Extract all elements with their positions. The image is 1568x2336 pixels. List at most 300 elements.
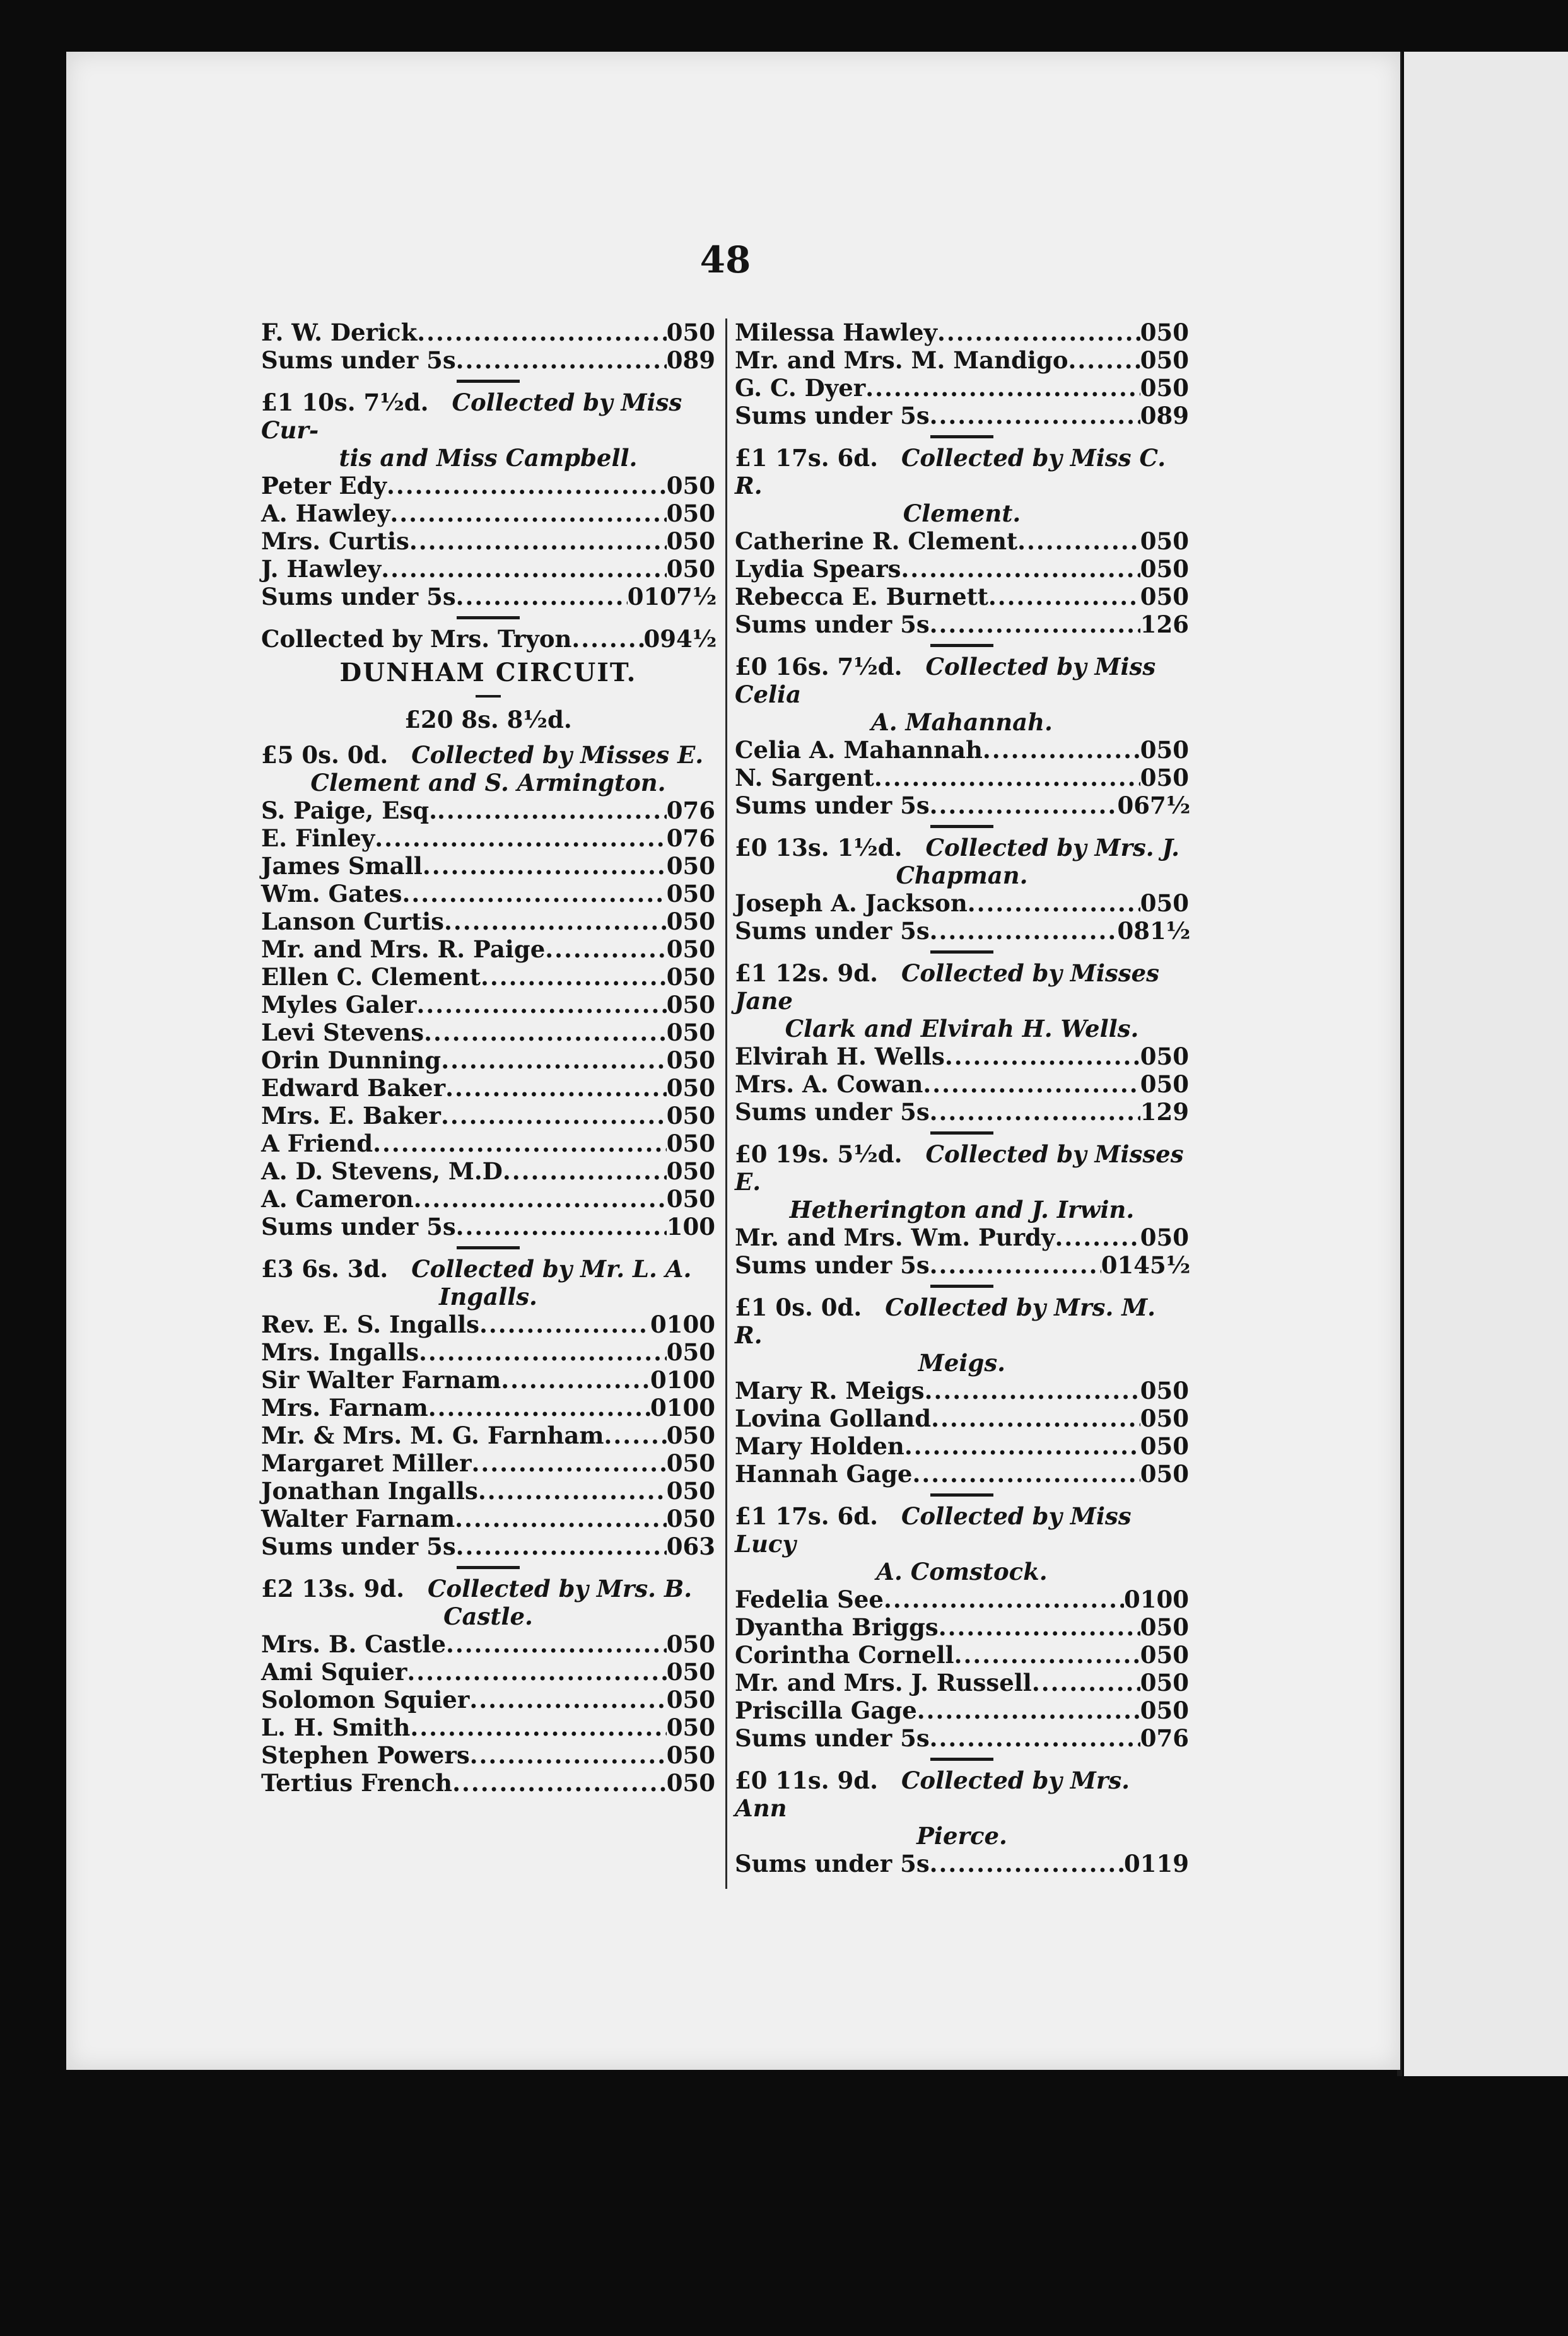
amount-pounds: 0 <box>666 963 683 991</box>
amount-shillings: 10 <box>1140 1586 1173 1613</box>
collection-total: £1 10s. 7½d. <box>261 388 429 416</box>
contributor-name: Orin Dunning <box>261 1046 442 1074</box>
amount-pence: 0 <box>699 1046 715 1074</box>
amount-shillings: 5 <box>1156 555 1173 583</box>
amount-pence: 0 <box>699 1394 715 1422</box>
leader-dots <box>604 1422 667 1449</box>
amount-shillings: 11 <box>1140 1850 1173 1878</box>
amount-pounds: 0 <box>1140 1042 1157 1070</box>
collection-total: £0 16s. 7½d. <box>735 653 903 680</box>
collection-total: £0 11s. 9d. <box>735 1767 878 1794</box>
list-item <box>261 1533 715 1560</box>
leader-dots <box>452 1769 667 1797</box>
amount-pounds: 0 <box>666 527 683 555</box>
amount-pence: 0 <box>699 1213 715 1241</box>
amount-shillings: 5 <box>682 499 699 527</box>
leader-dots <box>424 1019 667 1046</box>
amount-pounds: 0 <box>666 1505 683 1533</box>
collector-name-continued: Castle. <box>443 1603 533 1630</box>
list-item <box>735 1377 1189 1405</box>
leader-dots <box>865 374 1140 402</box>
amount-pounds: 0 <box>666 1102 683 1130</box>
contributor-name: Mrs. Curtis <box>261 527 409 555</box>
amount-shillings: 5 <box>1156 583 1173 610</box>
amount-pence: 0 <box>699 935 715 963</box>
amount-pounds: 0 <box>666 1338 683 1366</box>
page-number: 48 <box>699 238 751 281</box>
list-item <box>735 1223 1189 1251</box>
amount-pounds: 0 <box>666 797 683 824</box>
leader-dots <box>471 1449 666 1477</box>
collection-heading <box>735 834 1189 889</box>
amount-pence: 0 <box>699 1477 715 1505</box>
amount-shillings: 5 <box>1156 1042 1173 1070</box>
amount-pence: 0 <box>699 1185 715 1213</box>
leader-dots <box>481 963 667 991</box>
separator-rule <box>457 380 520 383</box>
list-item <box>735 1251 1189 1279</box>
separator-rule <box>930 1131 993 1135</box>
amount-pence: 4½ <box>676 625 717 653</box>
amount-shillings: 8 <box>682 346 699 374</box>
amount-pence: 0 <box>1173 1432 1189 1460</box>
amount-shillings: 5 <box>682 1019 699 1046</box>
amount-pence: 9 <box>1173 1098 1189 1126</box>
left-column <box>261 318 715 1797</box>
amount-pence: 0 <box>699 1422 715 1449</box>
leader-dots <box>874 764 1140 791</box>
amount-pounds: 0 <box>666 935 683 963</box>
amount-pence: 0 <box>699 1019 715 1046</box>
collection-heading <box>735 1294 1189 1377</box>
list-item <box>261 346 715 374</box>
contributor-name: Mr. & Mrs. M. G. Farnham <box>261 1422 604 1449</box>
contributor-name: Catherine R. Clement <box>735 527 1018 555</box>
amount-pence: 6 <box>699 824 715 852</box>
collector-name-continued: Ingalls. <box>439 1283 537 1311</box>
leader-dots <box>545 935 666 963</box>
collection-total: £5 0s. 0d. <box>261 741 389 769</box>
contributor-name: Sums under 5s <box>261 1213 456 1241</box>
amount-pence: 0 <box>699 1505 715 1533</box>
amount-pence: 0 <box>699 1311 715 1338</box>
amount-shillings: 14 <box>1117 1251 1150 1279</box>
amount-shillings: 7 <box>682 824 699 852</box>
leader-dots <box>930 610 1140 638</box>
contributor-name: A Friend <box>261 1130 373 1157</box>
amount-pounds: 0 <box>1140 736 1157 764</box>
contributor-name: S. Paige, Esq. <box>261 797 437 824</box>
amount-pounds: 0 <box>1140 1223 1157 1251</box>
contributor-name: Mrs. Ingalls <box>261 1338 419 1366</box>
amount-pounds: 0 <box>1140 1724 1157 1752</box>
leader-dots <box>503 1157 667 1185</box>
amount-pence: 3 <box>699 1533 715 1560</box>
amount-pounds: 0 <box>666 1741 683 1769</box>
list-item <box>261 1658 715 1686</box>
collection-total: £1 12s. 9d. <box>735 959 878 987</box>
amount-pounds: 0 <box>666 1477 683 1505</box>
list-item <box>261 1130 715 1157</box>
list-item <box>261 555 715 583</box>
amount-pence: 0 <box>699 555 715 583</box>
amount-pence: 0 <box>699 1658 715 1686</box>
separator-rule <box>930 950 993 954</box>
amount-shillings: 5 <box>682 1449 699 1477</box>
collection-heading <box>735 959 1189 1042</box>
amount-shillings: 5 <box>682 1102 699 1130</box>
contributor-name: Jonathan Ingalls <box>261 1477 478 1505</box>
amount-pounds: 0 <box>650 1394 667 1422</box>
leader-dots <box>375 824 666 852</box>
amount-pence: 0 <box>699 1074 715 1102</box>
circuit-title: DUNHAM CIRCUIT. <box>339 658 637 687</box>
separator-rule <box>457 1246 520 1249</box>
amount-pounds: 0 <box>666 1422 683 1449</box>
separator-rule <box>457 616 520 619</box>
amount-pounds: 0 <box>1140 1377 1157 1405</box>
leader-dots <box>409 527 667 555</box>
contributor-name: Hannah Gage <box>735 1460 913 1488</box>
amount-pounds: 0 <box>1140 527 1157 555</box>
amount-pounds: 0 <box>1124 1586 1140 1613</box>
list-item <box>261 1394 715 1422</box>
amount-pounds: 0 <box>666 1714 683 1741</box>
contributor-name: E. Finley <box>261 824 375 852</box>
leader-dots <box>456 1213 667 1241</box>
list-item <box>261 935 715 963</box>
contributor-name: Mrs. A. Cowan <box>735 1070 923 1098</box>
amount-pence: 0 <box>1173 1641 1189 1669</box>
amount-shillings: 2 <box>1156 1098 1173 1126</box>
leader-dots <box>930 1724 1140 1752</box>
contributor-name: A. D. Stevens, M.D <box>261 1157 503 1185</box>
amount-pounds: 0 <box>650 1366 667 1394</box>
collection-total: £1 0s. 0d. <box>735 1294 862 1321</box>
list-item <box>261 1686 715 1714</box>
collector-name-continued: Clark and Elvirah H. Wells. <box>785 1015 1139 1042</box>
collector-name: Collected by Misses E. <box>735 1140 1184 1196</box>
contributor-name: Sums under 5s <box>735 1850 930 1878</box>
leader-dots <box>469 1686 666 1714</box>
amount-pounds: 0 <box>666 555 683 583</box>
amount-shillings: 10 <box>666 1394 699 1422</box>
leader-dots <box>901 555 1140 583</box>
contributor-name: Peter Edy <box>261 472 387 499</box>
leader-dots <box>455 1505 667 1533</box>
collection-total: £1 17s. 6d. <box>735 1502 878 1530</box>
list-item <box>261 1422 715 1449</box>
amount-pence: 7½ <box>676 583 717 610</box>
amount-pounds: 0 <box>1140 1669 1157 1697</box>
contributor-name: N. Sargent <box>735 764 874 791</box>
collector-name: Collected by Mr. L. A. <box>411 1255 692 1283</box>
leader-dots <box>441 1102 667 1130</box>
amount-shillings: 2 <box>1156 610 1173 638</box>
amount-pounds: 1 <box>1140 610 1157 638</box>
amount-shillings: 5 <box>682 555 699 583</box>
amount-shillings: 10 <box>643 583 676 610</box>
amount-pence: 0 <box>1173 1377 1189 1405</box>
collector-name: Collected by Misses Jane <box>735 959 1159 1015</box>
amount-pounds: 0 <box>1140 1405 1157 1432</box>
collection-total: £0 13s. 1½d. <box>735 834 903 861</box>
leader-dots <box>414 1185 667 1213</box>
leader-dots <box>930 1251 1101 1279</box>
leader-dots <box>445 1074 667 1102</box>
amount-pounds: 0 <box>1117 791 1134 819</box>
amount-pounds: 0 <box>1140 1697 1157 1724</box>
leader-dots <box>446 1630 667 1658</box>
collector-name: Collected by Miss Cur- <box>261 388 682 444</box>
list-item <box>735 1850 1189 1878</box>
list-item <box>735 527 1189 555</box>
contributor-name: Edward Baker <box>261 1074 446 1102</box>
list-item <box>261 852 715 880</box>
amount-pounds: 0 <box>666 1185 683 1213</box>
list-item <box>735 346 1189 374</box>
leader-dots <box>930 402 1140 429</box>
contributor-name: Ami Squier <box>261 1658 407 1686</box>
leader-dots <box>479 1311 650 1338</box>
column-divider <box>725 318 727 1889</box>
amount-pounds: 0 <box>1140 402 1157 429</box>
contributor-name: Lydia Spears <box>735 555 901 583</box>
amount-pence: 0 <box>1173 583 1189 610</box>
amount-pence: 0 <box>699 991 715 1019</box>
amount-pence: 0 <box>699 1157 715 1185</box>
amount-shillings: 5 <box>682 472 699 499</box>
contributor-name: Margaret Miller <box>261 1449 472 1477</box>
amount-pounds: 0 <box>666 1046 683 1074</box>
amount-pounds: 0 <box>1140 1641 1157 1669</box>
adjacent-page <box>1404 52 1568 2076</box>
amount-pence: 0 <box>699 1449 715 1477</box>
amount-pence: 0 <box>1173 1223 1189 1251</box>
contributor-name: Mrs. Farnam <box>261 1394 428 1422</box>
amount-pence: 0 <box>1173 1613 1189 1641</box>
collection-heading <box>261 741 715 797</box>
collection-total: £1 17s. 6d. <box>735 444 878 472</box>
amount-pence: 0 <box>699 527 715 555</box>
amount-shillings: 5 <box>682 1505 699 1533</box>
list-item <box>261 527 715 555</box>
amount-pence: 0 <box>1173 527 1189 555</box>
amount-pounds: 0 <box>1140 346 1157 374</box>
leader-dots <box>945 1042 1140 1070</box>
contributor-name: L. H. Smith <box>261 1714 411 1741</box>
contributor-name: Stephen Powers <box>261 1741 470 1769</box>
leader-dots <box>456 346 667 374</box>
separator-rule <box>930 1758 993 1761</box>
amount-pence: 0 <box>1173 374 1189 402</box>
amount-shillings: 5 <box>682 1477 699 1505</box>
list-item <box>261 1505 715 1533</box>
leader-dots <box>402 880 667 908</box>
list-item <box>261 1102 715 1130</box>
leader-dots <box>470 1741 667 1769</box>
amount-pounds: 0 <box>650 1311 667 1338</box>
amount-pence: 0 <box>699 1769 715 1797</box>
contributor-name: Sums under 5s <box>735 917 930 945</box>
leader-dots <box>904 1432 1140 1460</box>
amount-pence: 0 <box>1173 889 1189 917</box>
list-item <box>735 1042 1189 1070</box>
leader-dots <box>428 1394 650 1422</box>
leader-dots <box>390 499 666 527</box>
amount-shillings: 7 <box>1156 1724 1173 1752</box>
amount-pence: 0 <box>1173 1697 1189 1724</box>
leader-dots <box>381 555 666 583</box>
contributor-name: Sums under 5s <box>735 610 930 638</box>
leader-dots <box>884 1586 1124 1613</box>
leader-dots <box>423 852 667 880</box>
list-item <box>261 1449 715 1477</box>
contributor-name: Mrs. E. Baker <box>261 1102 441 1130</box>
list-item <box>735 889 1189 917</box>
amount-shillings: 5 <box>1156 736 1173 764</box>
amount-shillings: 5 <box>682 880 699 908</box>
contributor-name: G. C. Dyer <box>735 374 866 402</box>
contributor-name: Levi Stevens <box>261 1019 424 1046</box>
collector-name: Collected by Miss Celia <box>735 653 1156 708</box>
amount-pence: 0 <box>699 963 715 991</box>
amount-pounds: 0 <box>666 880 683 908</box>
list-item <box>261 824 715 852</box>
list-item <box>261 1338 715 1366</box>
leader-dots <box>937 318 1140 346</box>
collection-total: £3 6s. 3d. <box>261 1255 389 1283</box>
circuit-total: £20 8s. 8½d. <box>404 706 572 733</box>
amount-pence: 0 <box>1173 1460 1189 1488</box>
separator-rule <box>930 1493 993 1497</box>
amount-shillings: 5 <box>1156 1377 1173 1405</box>
collector-name: Collected by Misses E. <box>411 741 704 769</box>
leader-dots <box>478 1477 667 1505</box>
list-item <box>261 499 715 527</box>
list-item <box>261 1157 715 1185</box>
amount-pence: 9 <box>1173 1850 1189 1878</box>
leader-dots <box>930 917 1118 945</box>
collector-name: Collected by Miss Lucy <box>735 1502 1132 1558</box>
amount-pence: 0 <box>1173 318 1189 346</box>
list-item <box>735 374 1189 402</box>
amount-pounds: 0 <box>666 1130 683 1157</box>
collector-name-continued: Chapman. <box>896 861 1028 889</box>
amount-pence: 0 <box>1173 1586 1189 1613</box>
amount-pounds: 0 <box>1140 1432 1157 1460</box>
amount-shillings: 5 <box>1156 1669 1173 1697</box>
list-item <box>735 1613 1189 1641</box>
list-item <box>261 1074 715 1102</box>
collector-name-continued: A. Comstock. <box>876 1558 1048 1586</box>
leader-dots <box>456 1533 667 1560</box>
amount-pounds: 0 <box>666 1449 683 1477</box>
contributor-name: A. Cameron <box>261 1185 414 1213</box>
contributor-name: Ellen C. Clement <box>261 963 481 991</box>
collector-name: Collected by Mrs. M. R. <box>735 1294 1156 1349</box>
amount-pounds: 0 <box>1140 764 1157 791</box>
amount-pence: 0 <box>1173 764 1189 791</box>
amount-shillings: 5 <box>682 908 699 935</box>
amount-pounds: 0 <box>666 1658 683 1686</box>
list-item <box>261 963 715 991</box>
separator-rule <box>476 695 501 698</box>
list-item <box>735 791 1189 819</box>
amount-pounds: 0 <box>666 1630 683 1658</box>
amount-shillings: 5 <box>682 963 699 991</box>
amount-pounds: 0 <box>666 1533 683 1560</box>
collection-total: £2 13s. 9d. <box>261 1575 404 1603</box>
contributor-name: Walter Farnam <box>261 1505 455 1533</box>
contributor-name: Lanson Curtis <box>261 908 445 935</box>
leader-dots <box>571 625 643 653</box>
amount-pounds: 0 <box>666 991 683 1019</box>
amount-pence: 0 <box>699 499 715 527</box>
contributor-name: Dyantha Briggs <box>735 1613 939 1641</box>
contributor-name: Corintha Cornell <box>735 1641 954 1669</box>
contributor-name: Mr. and Mrs. M. Mandigo <box>735 346 1068 374</box>
contributor-name: Sums under 5s <box>261 346 456 374</box>
amount-shillings: 5 <box>682 1157 699 1185</box>
amount-shillings: 10 <box>666 1311 699 1338</box>
leader-dots <box>931 1405 1140 1432</box>
amount-pounds: 0 <box>666 499 683 527</box>
contributor-name: Mary R. Meigs <box>735 1377 925 1405</box>
leader-dots <box>968 889 1140 917</box>
collection-heading <box>735 1767 1189 1850</box>
collector-name: Collected by Mrs. J. <box>925 834 1180 861</box>
amount-pounds: 0 <box>666 852 683 880</box>
collector-name: Collected by Miss C. R. <box>735 444 1166 499</box>
amount-pounds: 0 <box>643 625 660 653</box>
leader-dots <box>1068 346 1140 374</box>
amount-shillings: 5 <box>1156 1432 1173 1460</box>
list-item <box>261 1185 715 1213</box>
list-item <box>261 1714 715 1741</box>
collection-heading <box>261 1255 715 1311</box>
leader-dots <box>417 318 667 346</box>
list-item <box>735 764 1189 791</box>
contributor-name: Sums under 5s <box>735 791 930 819</box>
amount-pence: 0 <box>699 1741 715 1769</box>
amount-shillings: 5 <box>1156 1460 1173 1488</box>
contributor-name: Rebecca E. Burnett <box>735 583 988 610</box>
amount-pence: 6 <box>1173 610 1189 638</box>
amount-pence: 9 <box>699 346 715 374</box>
amount-pence: 0 <box>699 1102 715 1130</box>
amount-shillings: 0 <box>682 1213 699 1241</box>
amount-pounds: 0 <box>1140 555 1157 583</box>
leader-dots <box>983 736 1140 764</box>
leader-dots <box>939 1613 1140 1641</box>
leader-dots <box>954 1641 1140 1669</box>
amount-pounds: 0 <box>1140 889 1157 917</box>
contributor-name: Mrs. B. Castle <box>261 1630 447 1658</box>
amount-pence: 0 <box>1173 1070 1189 1098</box>
amount-pence: 0 <box>699 1714 715 1741</box>
list-item <box>735 1669 1189 1697</box>
amount-pence: 0 <box>1173 1405 1189 1432</box>
collector-name: Collected by Mrs. Ann <box>735 1767 1130 1822</box>
list-item <box>261 1213 715 1241</box>
leader-dots <box>923 1070 1140 1098</box>
list-item <box>735 583 1189 610</box>
leader-dots <box>456 583 628 610</box>
list-item <box>261 880 715 908</box>
amount-shillings: 5 <box>1156 318 1173 346</box>
separator-rule <box>930 644 993 647</box>
